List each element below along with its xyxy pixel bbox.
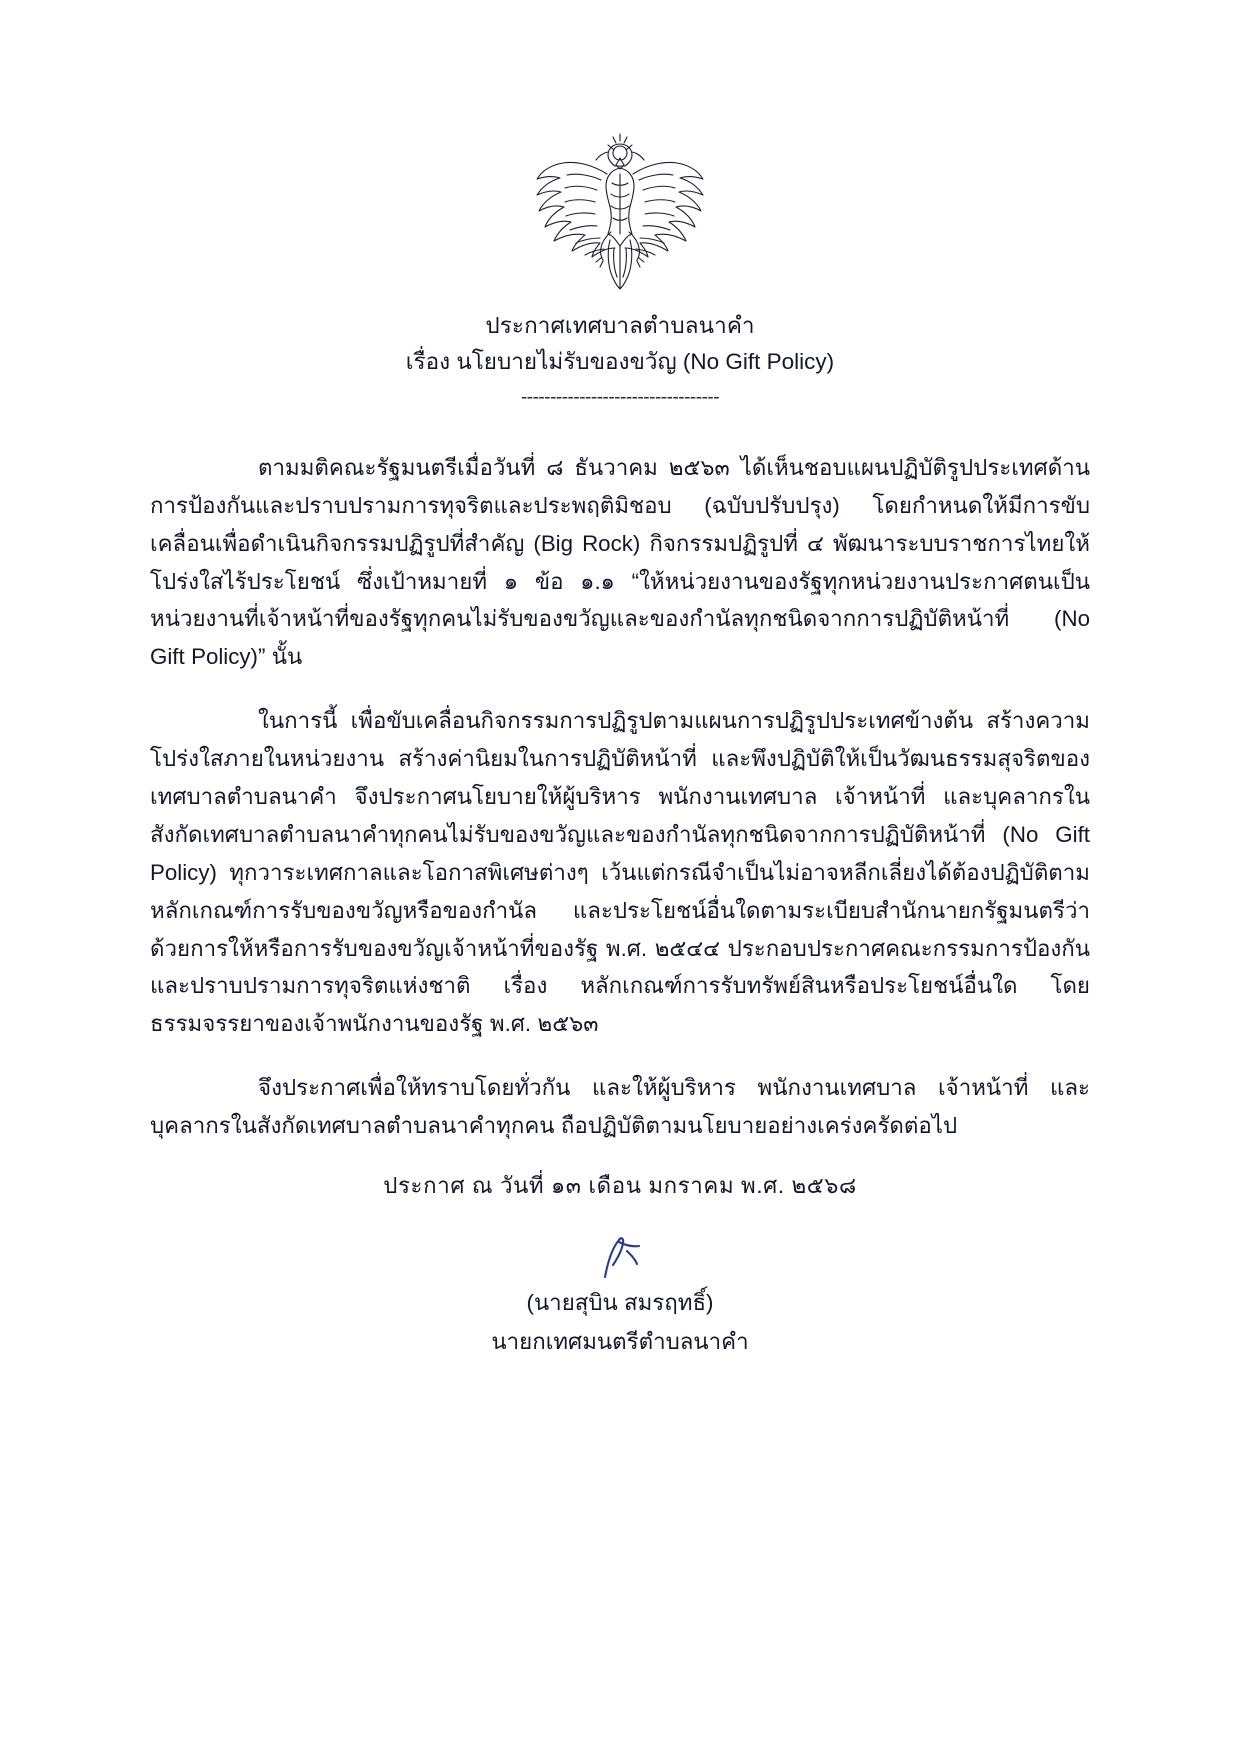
paragraph-1-text: ตามมติคณะรัฐมนตรีเมื่อวันที่ ๘ ธันวาคม ๒๕๖๓ ได้เห็นชอบแผนปฏิบัติรูปประเทศด้านการป้องกันและปราบปรามการทุจริตและประพฤติมิชอบ (ฉบับปรับปรุง) โดยกำหนดให้มีการขับเคลื่อนเพื่อดำเนินกิจกรรมปฏิรูปที่สำคัญ (Big Rock) กิจกรรมปฏิรูปที่ ๔ พัฒนาระบบราชการไทยให้โปร่งใสไร้ประโยชน์ ซึ่งเป้าหมายที่ ๑ ข้อ ๑.๑ “ให้หน่วยงานของรัฐทุกหน่วยงานประกาศตนเป็นหน่วยงานที่เจ้าหน้าที่ของรัฐทุกคนไม่รับของขวัญและของกำนัลทุกชนิดจากการปฏิบัติหน้าที่ (No Gift Policy)” นั้น — [150, 454, 1090, 670]
paragraph-3 — [150, 1069, 1090, 1145]
paragraph-3-text: จึงประกาศเพื่อให้ทราบโดยทั่วกัน และให้ผู้บริหาร พนักงานเทศบาล เจ้าหน้าที่ และบุคลากรในสังกัดเทศบาลตำบลนาคำทุกคน ถือปฏิบัติตามนโยบายอย่างเคร่งครัดต่อไป — [150, 1075, 1090, 1139]
page-title: ประกาศเทศบาลตำบลนาคำ — [485, 313, 755, 338]
header-divider: ---------------------------------- — [520, 386, 720, 408]
paragraph-2 — [150, 702, 1090, 1043]
paragraph-1 — [150, 449, 1090, 676]
document-subject: เรื่อง นโยบายไม่รับของขวัญ (No Gift Policy) — [405, 349, 835, 375]
handwritten-signature-icon — [575, 1231, 665, 1291]
signer-title: นายกเทศมนตรีตำบลนาคำ — [491, 1328, 749, 1354]
emblem-container — [150, 128, 1090, 298]
document-header — [150, 308, 1090, 409]
announcement-date: ประกาศ ณ วันที่ ๑๓ เดือน มกราคม พ.ศ. ๒๕๖๘ — [383, 1173, 857, 1199]
document-body — [150, 449, 1090, 1205]
signature-block — [150, 1283, 1090, 1361]
garuda-emblem-icon — [515, 128, 725, 293]
signer-name: (นายสุบิน สมรฤทธิ์) — [526, 1289, 714, 1315]
paragraph-2-text: ในการนี้ เพื่อขับเคลื่อนกิจกรรมการปฏิรูปตามแผนการปฏิรูปประเทศข้างต้น สร้างความโปร่งใสภายในหน่วยงาน สร้างค่านิยมในการปฏิบัติหน้าที่ และพึงปฏิบัติให้เป็นวัฒนธรรมสุจริตของเทศบาลตำบลนาคำ จึงประกาศนโยบายให้ผู้บริหาร พนักงานเทศบาล เจ้าหน้าที่ และบุคลากรในสังกัดเทศบาลตำบลนาคำทุกคนไม่รับของขวัญและของกำนัลทุกชนิดจากการปฏิบัติหน้าที่ (No Gift Policy) ทุกวาระเทศกาลและโอกาสพิเศษต่างๆ เว้นแต่กรณีจำเป็นไม่อาจหลีกเลี่ยงได้ต้องปฏิบัติตามหลักเกณฑ์การรับของขวัญหรือของกำนัล และประโยชน์อื่นใดตามระเบียบสำนักนายกรัฐมนตรีว่าด้วยการให้หรือการรับของขวัญเจ้าหน้าที่ของรัฐ พ.ศ. ๒๕๔๔ ประกอบประกาศคณะกรรมการป้องกันและปราบปรามการทุจริตแห่งชาติ เรื่อง หลักเกณฑ์การรับทรัพย์สินหรือประโยชน์อื่นใด โดยธรรมจรรยาของเจ้าพนักงานของรัฐ พ.ศ. ๒๕๖๓ — [150, 708, 1090, 1037]
